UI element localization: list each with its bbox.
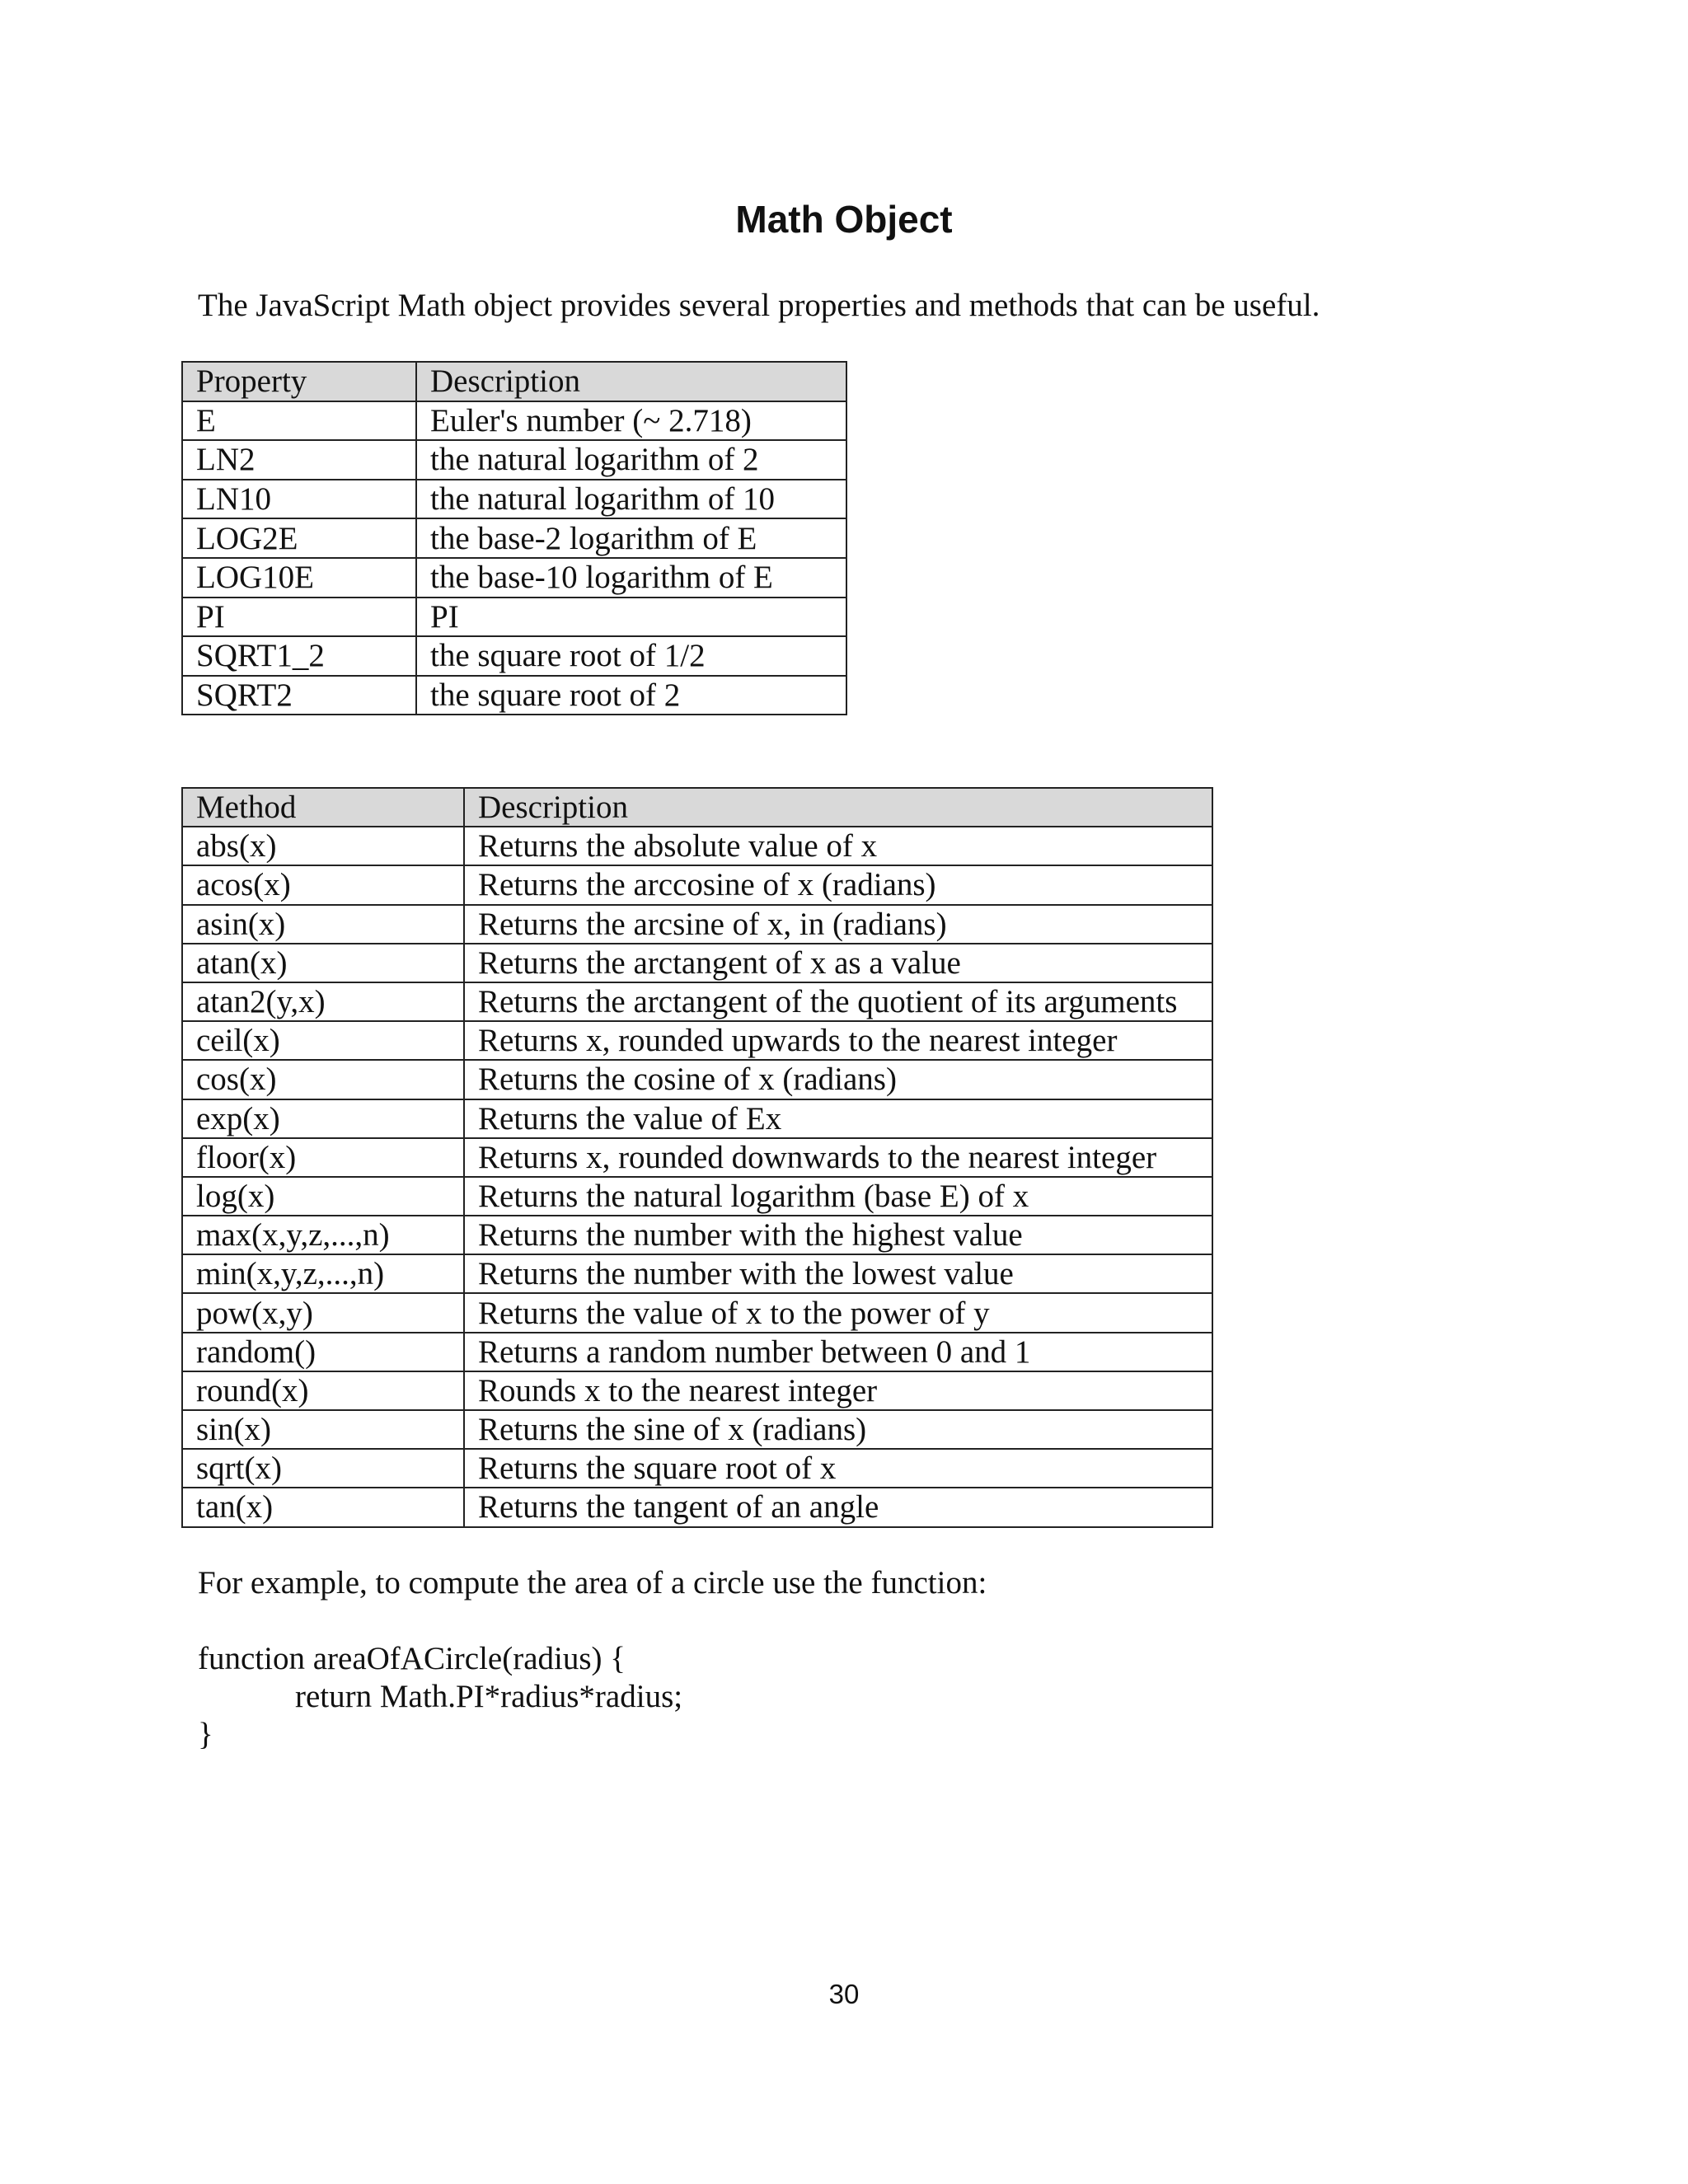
method-name: acos(x)	[182, 865, 464, 904]
property-description: the square root of 2	[416, 676, 846, 715]
property-name: LN10	[182, 480, 416, 519]
method-name: sin(x)	[182, 1410, 464, 1449]
method-description: Returns the arctangent of the quotient of its arguments	[464, 982, 1212, 1021]
method-description: Returns the number with the highest value	[464, 1216, 1212, 1254]
column-header-description: Description	[416, 362, 846, 401]
method-description: Returns the arctangent of x as a value	[464, 944, 1212, 982]
property-name: SQRT1_2	[182, 636, 416, 676]
table-row	[182, 1254, 1212, 1293]
table-row	[182, 1410, 1212, 1449]
method-name: pow(x,y)	[182, 1293, 464, 1332]
table-row	[182, 1138, 1212, 1177]
method-description: Returns a random number between 0 and 1	[464, 1333, 1212, 1371]
property-description: the base-10 logarithm of E	[416, 558, 846, 598]
method-description: Returns the tangent of an angle	[464, 1488, 1212, 1526]
intro-paragraph: The JavaScript Math object provides several properties and methods that can be useful.	[198, 288, 1320, 323]
code-line: return Math.PI*radius*radius;	[295, 1679, 683, 1714]
table-row	[182, 944, 1212, 982]
table-row	[182, 1060, 1212, 1099]
method-name: max(x,y,z,...,n)	[182, 1216, 464, 1254]
method-name: asin(x)	[182, 905, 464, 944]
method-description: Returns the absolute value of x	[464, 827, 1212, 865]
method-name: log(x)	[182, 1177, 464, 1216]
table-row	[182, 905, 1212, 944]
method-name: exp(x)	[182, 1099, 464, 1138]
method-description: Returns the square root of x	[464, 1449, 1212, 1488]
method-name: cos(x)	[182, 1060, 464, 1099]
property-description: the natural logarithm of 10	[416, 480, 846, 519]
method-name: floor(x)	[182, 1138, 464, 1177]
example-paragraph: For example, to compute the area of a circle use the function:	[198, 1565, 987, 1601]
method-name: ceil(x)	[182, 1021, 464, 1060]
method-description: Returns the sine of x (radians)	[464, 1410, 1212, 1449]
method-description: Returns the arcsine of x, in (radians)	[464, 905, 1212, 944]
table-row	[182, 676, 846, 715]
method-name: abs(x)	[182, 827, 464, 865]
property-description: the square root of 1/2	[416, 636, 846, 676]
table-row	[182, 827, 1212, 865]
table-row	[182, 1216, 1212, 1254]
table-row	[182, 1099, 1212, 1138]
method-name: atan(x)	[182, 944, 464, 982]
method-description: Returns the natural logarithm (base E) of x	[464, 1177, 1212, 1216]
method-description: Returns the arccosine of x (radians)	[464, 865, 1212, 904]
table-row	[182, 1177, 1212, 1216]
method-name: tan(x)	[182, 1488, 464, 1526]
code-block	[198, 1640, 682, 1754]
properties-table	[181, 361, 847, 715]
method-description: Returns x, rounded downwards to the nearest integer	[464, 1138, 1212, 1177]
methods-table	[181, 787, 1213, 1528]
table-row	[182, 1488, 1212, 1526]
property-description: the natural logarithm of 2	[416, 440, 846, 480]
method-description: Returns the cosine of x (radians)	[464, 1060, 1212, 1099]
property-name: E	[182, 401, 416, 441]
property-description: Euler's number (~ 2.718)	[416, 401, 846, 441]
table-row	[182, 865, 1212, 904]
property-name: PI	[182, 598, 416, 637]
method-name: min(x,y,z,...,n)	[182, 1254, 464, 1293]
table-row	[182, 401, 846, 441]
method-description: Returns the value of Ex	[464, 1099, 1212, 1138]
table-row	[182, 1293, 1212, 1332]
property-name: SQRT2	[182, 676, 416, 715]
property-name: LOG10E	[182, 558, 416, 598]
table-row	[182, 1371, 1212, 1410]
page-title: Math Object	[735, 198, 953, 241]
method-name: round(x)	[182, 1371, 464, 1410]
table-row	[182, 480, 846, 519]
table-row	[182, 1333, 1212, 1371]
column-header-property: Property	[182, 362, 416, 401]
table-row	[182, 982, 1212, 1021]
property-name: LOG2E	[182, 518, 416, 558]
table-row	[182, 1449, 1212, 1488]
column-header-method: Method	[182, 788, 464, 827]
method-name: sqrt(x)	[182, 1449, 464, 1488]
code-line: }	[198, 1717, 213, 1752]
method-description: Returns the number with the lowest value	[464, 1254, 1212, 1293]
table-row	[182, 518, 846, 558]
property-description: PI	[416, 598, 846, 637]
property-name: LN2	[182, 440, 416, 480]
property-description: the base-2 logarithm of E	[416, 518, 846, 558]
code-line: function areaOfACircle(radius) {	[198, 1641, 626, 1676]
table-row	[182, 636, 846, 676]
method-name: atan2(y,x)	[182, 982, 464, 1021]
table-row	[182, 598, 846, 637]
table-row	[182, 1021, 1212, 1060]
table-header-row	[182, 362, 846, 401]
method-description: Returns the value of x to the power of y	[464, 1293, 1212, 1332]
table-row	[182, 558, 846, 598]
column-header-description: Description	[464, 788, 1212, 827]
page-number: 30	[828, 1979, 860, 2009]
table-header-row	[182, 788, 1212, 827]
method-name: random()	[182, 1333, 464, 1371]
method-description: Returns x, rounded upwards to the nearest integer	[464, 1021, 1212, 1060]
table-row	[182, 440, 846, 480]
method-description: Rounds x to the nearest integer	[464, 1371, 1212, 1410]
